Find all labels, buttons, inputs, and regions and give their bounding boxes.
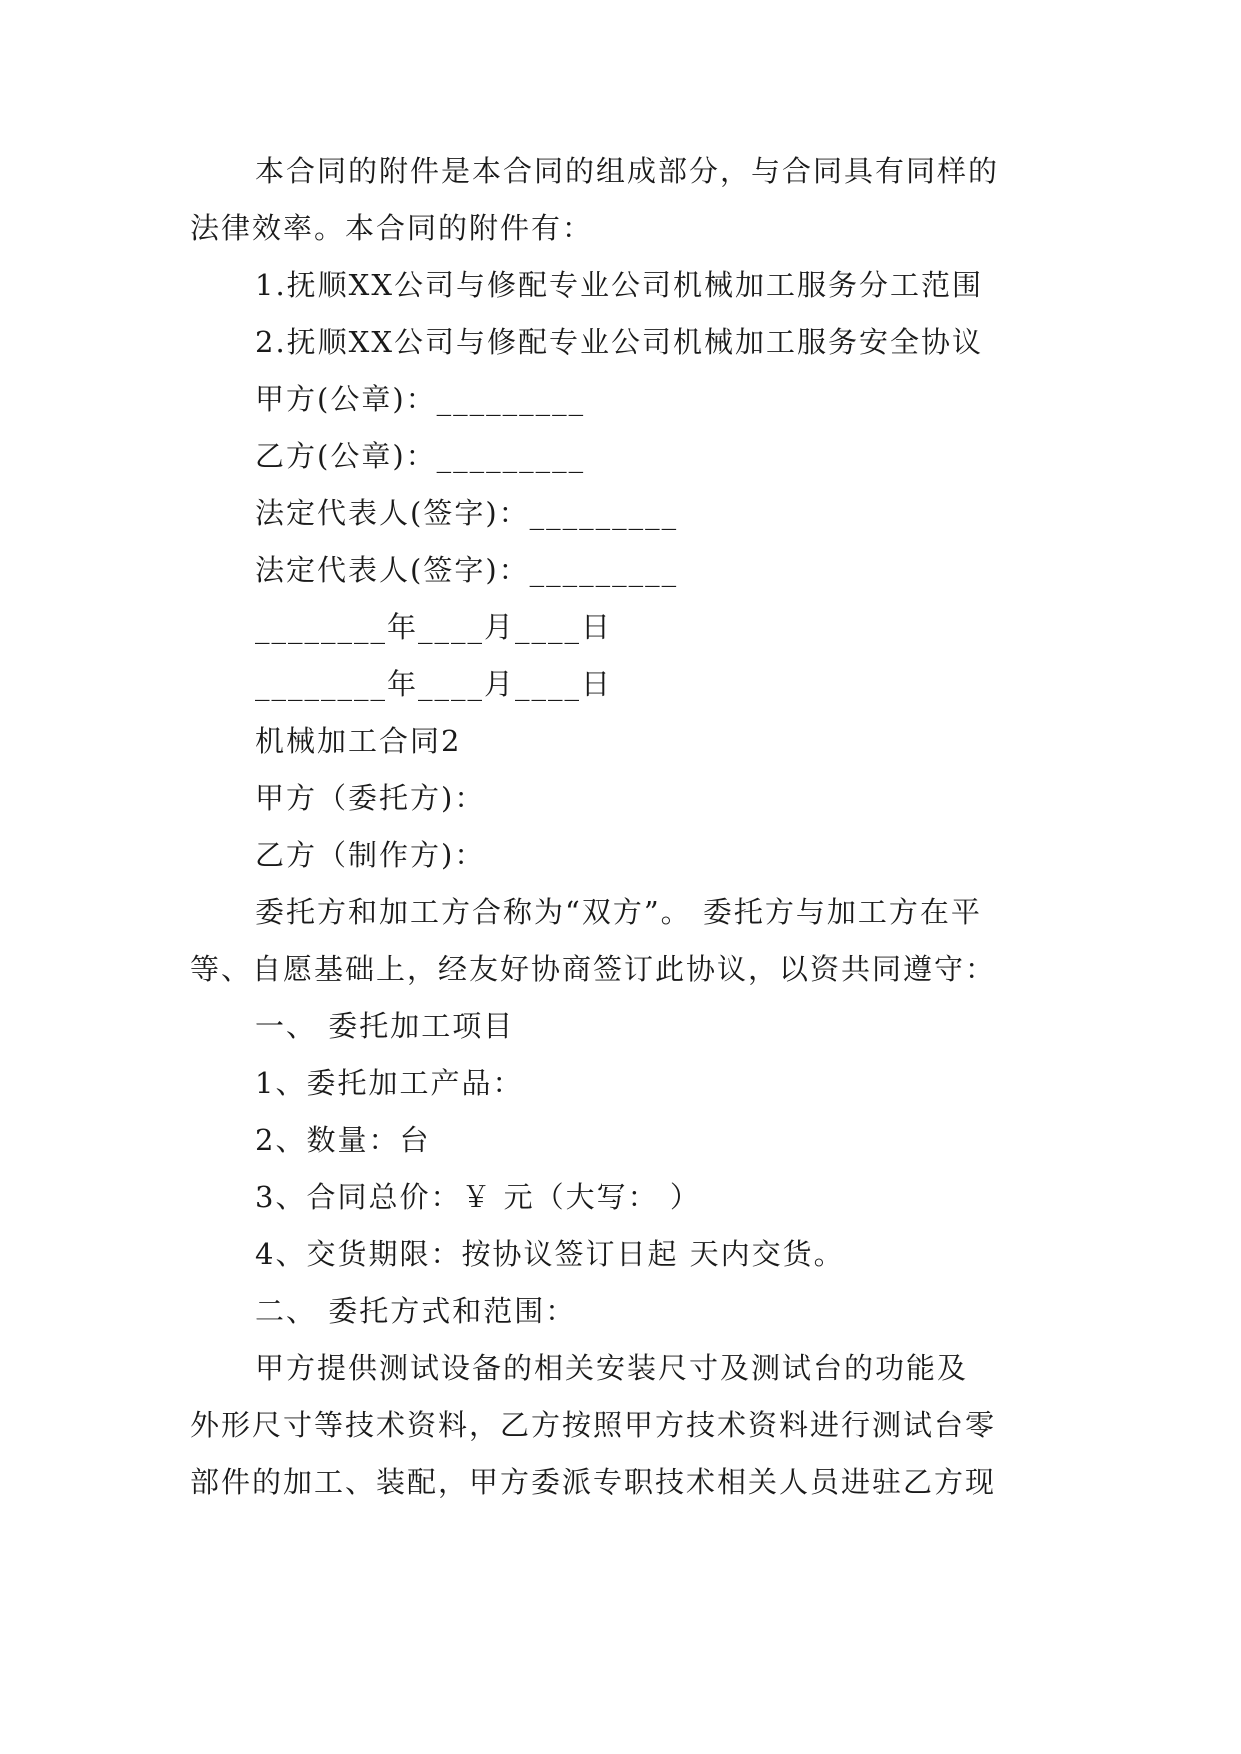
text-line: 2、数量：台: [255, 1123, 431, 1157]
section-title: 机械加工合同2: [255, 724, 462, 758]
text-line: 部件的加工、装配，甲方委派专职技术相关人员进驻乙方现: [190, 1465, 997, 1499]
text-line: 外形尺寸等技术资料，乙方按照甲方技术资料进行测试台零: [190, 1408, 997, 1442]
text-line: 甲方(公章)：_________: [255, 382, 586, 416]
text-line: 法定代表人(签字)：_________: [255, 553, 679, 587]
text-line: 1、委托加工产品：: [255, 1066, 524, 1100]
text-line: 1.抚顺XX公司与修配专业公司机械加工服务分工范围: [255, 268, 983, 302]
text-line: 甲方提供测试设备的相关安装尺寸及测试台的功能及: [255, 1351, 969, 1385]
text-line: 4、交货期限：按协议签订日起 天内交货。: [255, 1237, 845, 1271]
text-line: ________年____月____日: [255, 667, 613, 701]
text-line: 委托方和加工方合称为“双方”。 委托方与加工方在平: [255, 895, 982, 929]
text-line: 法定代表人(签字)：_________: [255, 496, 679, 530]
text-line: 3、合同总价：￥ 元（大写： ）: [255, 1180, 701, 1214]
section-heading: 一、 委托加工项目: [255, 1009, 515, 1043]
section-heading: 二、 委托方式和范围：: [255, 1294, 577, 1328]
text-line: 等、自愿基础上，经友好协商签订此协议，以资共同遵守：: [190, 952, 997, 986]
text-line: 乙方（制作方)：: [255, 838, 486, 872]
text-line: ________年____月____日: [255, 610, 613, 644]
text-line: 乙方(公章)：_________: [255, 439, 586, 473]
text-line: 2.抚顺XX公司与修配专业公司机械加工服务安全协议: [255, 325, 983, 359]
text-line: 甲方（委托方)：: [255, 781, 486, 815]
text-line: 本合同的附件是本合同的组成部分，与合同具有同样的: [255, 154, 1000, 188]
text-line: 法律效率。本合同的附件有：: [190, 211, 594, 245]
